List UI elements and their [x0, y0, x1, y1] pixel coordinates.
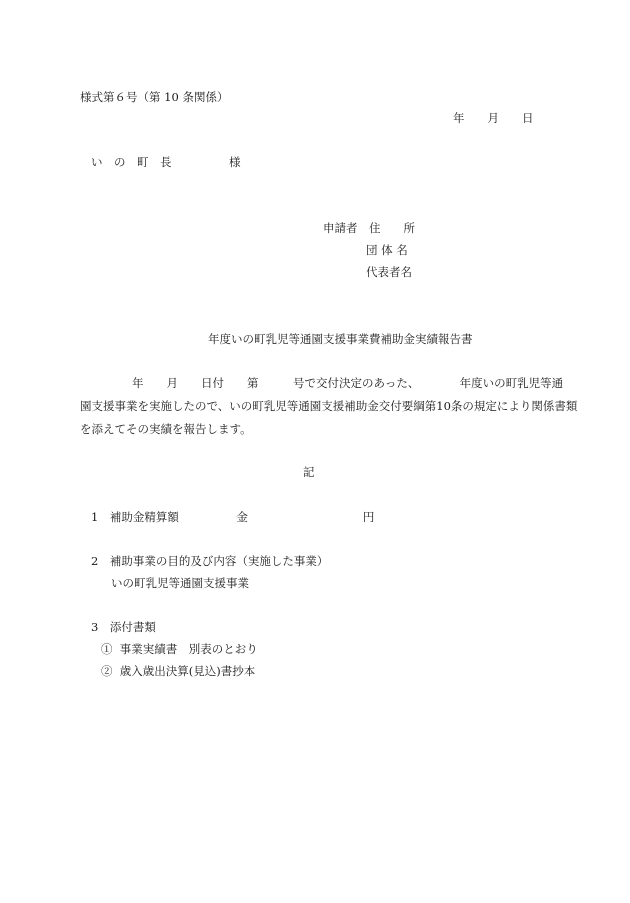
- date-line: 年 月 日: [453, 111, 534, 125]
- applicant-org-label: 団 体 名: [366, 243, 408, 257]
- document-title: 年度いの町乳児等通園支援事業費補助金実績報告書: [208, 332, 473, 346]
- body-line-2: 園支援事業を実施したので、いの町乳児等通園支援補助金交付要綱第10条の規定により関係書類: [80, 399, 578, 413]
- body-line-3: を添えてその実績を報告します。: [80, 422, 252, 436]
- item-3-attachment-2: ② 歳入歳出決算(見込)書抄本: [101, 664, 256, 678]
- addressee: い の 町 長 様: [91, 155, 241, 169]
- body-line-1: 年 月 日付 第 号で交付決定のあった、 年度いの町乳児等通: [132, 376, 564, 390]
- ki-heading: 記: [303, 465, 315, 479]
- item-1: 1 補助金精算額 金 円: [91, 510, 375, 524]
- applicant-address-label: 申請者 住 所: [323, 221, 415, 235]
- item-3-attachment-1: ① 事業実績書 別表のとおり: [101, 642, 258, 656]
- applicant-rep-label: 代表者名: [366, 265, 412, 279]
- form-number: 様式第６号（第 10 条関係）: [80, 90, 229, 104]
- item-3-heading: 3 添付書類: [91, 620, 156, 634]
- item-2-heading: 2 補助事業の目的及び内容（実施した事業）: [91, 554, 329, 568]
- item-2-body: いの町乳児等通園支援事業: [111, 576, 249, 590]
